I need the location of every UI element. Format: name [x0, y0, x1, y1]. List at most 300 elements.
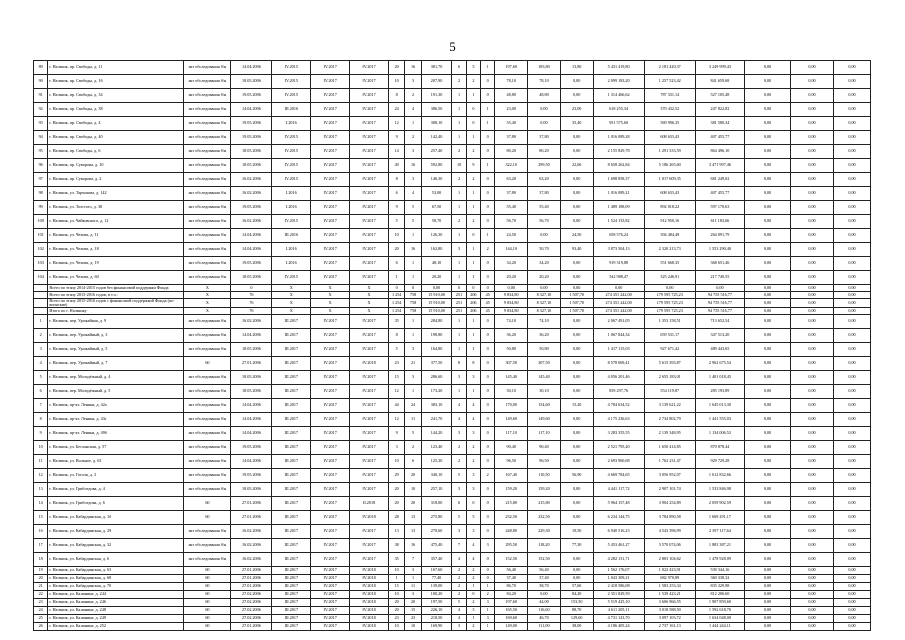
table-cell-c6: 20	[405, 497, 421, 511]
table-cell-c19: 0,00	[833, 271, 870, 285]
table-cell-c9: 1	[466, 257, 480, 271]
table-cell-c9: 206	[466, 292, 480, 299]
table-cell-c11: 322,10	[495, 159, 528, 173]
table-cell-c13: 0,00	[560, 371, 593, 385]
table-cell-c7: 67,50	[421, 201, 452, 215]
table-cell-c8: 1	[452, 131, 466, 145]
table-cell-c19: 0,00	[833, 553, 870, 567]
table-cell-basis: акт обследования б/н	[184, 271, 231, 285]
table-cell-c8: 2	[452, 567, 466, 575]
table-cell-c7: 167,60	[421, 567, 452, 575]
table-row	[34, 441, 871, 455]
table-cell-c13: 0,00	[560, 343, 593, 357]
table-cell-c19: 0,00	[833, 539, 870, 553]
table-cell-c12: 20,20	[528, 271, 561, 285]
table-cell-c1: 76	[231, 299, 272, 308]
table-row	[34, 615, 871, 623]
table-cell-c8: 5	[452, 599, 466, 607]
table-cell-c3: IV.2017	[311, 511, 350, 525]
table-cell-c16: 285 193,89	[695, 385, 744, 399]
table-cell-c17: 0,00	[744, 399, 790, 413]
table-row	[34, 385, 871, 399]
table-cell-c3: IV.2017	[311, 329, 350, 343]
table-cell-c13: 0,00	[560, 553, 593, 567]
table-cell-no: 12	[34, 469, 48, 483]
table-cell-c18: 0,00	[791, 539, 834, 553]
table-cell-addr: г. Нальчик, ул. Чехова, д. 18	[48, 243, 184, 257]
table-cell-c8: 2	[452, 75, 466, 89]
table-cell-c12: 50,80	[528, 343, 561, 357]
table-row	[34, 343, 871, 357]
table-cell-c6: 3	[405, 591, 421, 599]
table-cell-c12: 96,50	[528, 455, 561, 469]
table-cell-c9: 4	[466, 413, 480, 427]
table-cell-c18: 0,00	[791, 187, 834, 201]
table-cell-c7: 592,80	[421, 159, 452, 173]
table-cell-c16: 2 962 675,54	[695, 357, 744, 371]
table-cell-c3: IV.2017	[311, 575, 350, 583]
table-cell-c3: IV.2017	[311, 257, 350, 271]
table-cell-c4: IV.2017	[350, 553, 389, 567]
table-cell-no: 13	[34, 483, 48, 497]
table-row	[34, 308, 871, 315]
table-cell-basis: Х	[184, 285, 231, 292]
table-cell-c9: 2	[466, 575, 480, 583]
table-cell-c19: 0,00	[833, 285, 870, 292]
table-cell-c15: 2 181 420,37	[644, 61, 695, 75]
table-cell-c14: 2 067 491,05	[593, 315, 644, 329]
table-cell-c19: 0,00	[833, 292, 870, 299]
table-cell-c13: 0,00	[560, 455, 593, 469]
table-cell-c19: 0,00	[833, 413, 870, 427]
table-cell-c13: 0,00	[560, 257, 593, 271]
table-cell-c1: 18.05.2006	[231, 75, 272, 89]
table-cell-c8: 2	[452, 145, 466, 159]
table-cell-c8: 1	[452, 103, 466, 117]
table-cell-c11: 149,00	[495, 623, 528, 631]
table-cell-c9: 1	[466, 271, 480, 285]
table-cell-c10: 0	[481, 385, 495, 399]
table-cell-basis: акт обследования б/н	[184, 201, 231, 215]
table-cell-c18: 0,00	[791, 75, 834, 89]
table-cell-addr: г. Нальчик, пр. Свободы, д. 34	[48, 89, 184, 103]
table-cell-basis: 60	[184, 567, 231, 575]
table-cell-c14: 839 297,76	[593, 385, 644, 399]
table-cell-c5: 9	[389, 201, 405, 215]
table-cell-c15: 2 320 213,73	[644, 243, 695, 257]
table-cell-c15: 3 904 254,89	[644, 497, 695, 511]
table-cell-c12: 44,00	[528, 599, 561, 607]
table-cell-c18: 0,00	[791, 623, 834, 631]
table-cell-c18: 0,00	[791, 201, 834, 215]
table-cell-c10: 0	[481, 285, 495, 292]
table-cell-c15: 551 668,35	[644, 257, 695, 271]
table-cell-no: 20	[34, 575, 48, 583]
table-cell-basis: акт обследования б/н	[184, 343, 231, 357]
table-cell-c13: 0,00	[560, 75, 593, 89]
table-cell-c13: 38,00	[560, 623, 593, 631]
table-cell-c7: 377,50	[421, 357, 452, 371]
table-cell-c6: 1	[405, 257, 421, 271]
table-cell-c8: 2	[452, 583, 466, 591]
table-cell-basis: акт обследования б/н	[184, 469, 231, 483]
table-cell-no: 10	[34, 441, 48, 455]
table-cell-c15: 2 734 802,79	[644, 413, 695, 427]
table-cell-c11: 84,20	[495, 591, 528, 599]
table-cell-c15: 3 570 074,06	[644, 539, 695, 553]
table-cell-c6: 1	[405, 117, 421, 131]
table-cell-c5: 12	[389, 117, 405, 131]
table-cell-c10: 0	[481, 145, 495, 159]
table-cell-c12: 80,20	[528, 145, 561, 159]
table-cell-c2: III.2017	[272, 413, 311, 427]
table-cell-c4: IV.2017	[350, 413, 389, 427]
table-cell-c1: 19.05.2006	[231, 201, 272, 215]
table-cell-c2: IV.2015	[272, 75, 311, 89]
table-cell-c2: I.2016	[272, 187, 311, 201]
table-cell-c17: 0,00	[744, 292, 790, 299]
table-cell-basis: Х	[184, 292, 231, 299]
table-cell-c10: 1	[481, 103, 495, 117]
table-cell-c1: 14.04.2006	[231, 103, 272, 117]
table-cell-addr: г. Нальчик, пер. Молодёжный, д. 5	[48, 385, 184, 399]
table-cell-c13: 88,70	[560, 607, 593, 615]
table-cell-no: 6	[34, 385, 48, 399]
table-cell-c7: 357,40	[421, 553, 452, 567]
table-cell-c11: 74,10	[495, 315, 528, 329]
table-cell-c3: IV.2017	[311, 385, 350, 399]
table-cell-c17: 0,00	[744, 615, 790, 623]
table-cell-c8: 4	[452, 413, 466, 427]
table-cell-c14: 1 562 176,07	[593, 567, 644, 575]
table-cell-c11: 9 834,80	[495, 299, 528, 308]
table-cell-c9: 4	[466, 399, 480, 413]
table-cell-c16: 597 170,63	[695, 201, 744, 215]
table-cell-basis: акт обследования б/н	[184, 257, 231, 271]
table-cell-c6: 15	[405, 607, 421, 615]
table-cell-c10: 0	[481, 553, 495, 567]
table-cell-c3: IV.2017	[311, 455, 350, 469]
table-cell-c9: 2	[466, 455, 480, 469]
table-row	[34, 511, 871, 525]
table-cell-c6: 3	[405, 371, 421, 385]
table-row	[34, 497, 871, 511]
table-cell-addr: г. Нальчик, ул. Грибоедова, д. 4	[48, 483, 184, 497]
table-cell-c2: III.2016	[272, 103, 311, 117]
table-cell-c7: 257,40	[421, 145, 452, 159]
table-cell-no: 1	[34, 315, 48, 329]
table-row	[34, 567, 871, 575]
table-cell-c6: 21	[405, 357, 421, 371]
table-cell-c8: 1	[452, 257, 466, 271]
table-row	[34, 257, 871, 271]
table-cell-c6: 758	[405, 308, 421, 315]
table-cell-c19: 0,00	[833, 103, 870, 117]
table-cell-c12: 110,50	[528, 469, 561, 483]
table-cell-c16: 94 755 516,77	[695, 292, 744, 299]
table-cell-c9: 0	[466, 497, 480, 511]
table-cell-c1: 27.01.2006	[231, 575, 272, 583]
table-cell-c6: 4	[405, 187, 421, 201]
table-cell-c11: 232,50	[495, 511, 528, 525]
table-cell-c4: IV.2018	[350, 615, 389, 623]
table-cell-c9: 1	[466, 329, 480, 343]
table-cell-c17: 0,00	[744, 413, 790, 427]
table-cell-c7: 20,20	[421, 271, 452, 285]
table-cell-addr: г. Нальчик, пер. Молодёжный, д. 4	[48, 371, 184, 385]
table-cell-c16: 1 883 387,21	[695, 539, 744, 553]
table-cell-c2: III.2017	[272, 455, 311, 469]
table-cell-c14: 1 016 089,21	[593, 187, 644, 201]
table-cell-c19: 0,00	[833, 257, 870, 271]
table-cell-c5: 10	[389, 455, 405, 469]
table-cell-c2: III.2017	[272, 511, 311, 525]
table-cell-c1: 19.05.2006	[231, 441, 272, 455]
table-cell-addr: г. Нальчик, пр. Свободы, д. 38	[48, 103, 184, 117]
table-cell-c4: IV.2018	[350, 567, 389, 575]
table-cell-c5: 1 254	[389, 299, 405, 308]
table-cell-no: 23	[34, 599, 48, 607]
table-cell-c2: III.2017	[272, 483, 311, 497]
table-cell-c15: 2 803 104,62	[644, 553, 695, 567]
table-cell-c1: 16.02.2006	[231, 315, 272, 329]
table-cell-c16: 713 652,54	[695, 315, 744, 329]
table-cell-c10: 0	[481, 455, 495, 469]
table-cell-c6: 5	[405, 427, 421, 441]
table-cell-c13: 0,00	[560, 215, 593, 229]
table-cell-c9: 5	[466, 61, 480, 75]
table-cell-c6: 2	[405, 89, 421, 103]
table-cell-c10: 0	[481, 343, 495, 357]
table-cell-c19: 0,00	[833, 357, 870, 371]
table-cell-c12: 183,80	[528, 61, 561, 75]
table-cell-c5: 5	[389, 215, 405, 229]
table-cell-c7: 48,10	[421, 257, 452, 271]
table-cell-c17: 0,00	[744, 285, 790, 292]
table-cell-c11: 56,70	[495, 215, 528, 229]
table-cell-c12: 46,70	[528, 615, 561, 623]
table-cell-c11: 0,00	[495, 285, 528, 292]
table-cell-c14: 8 578 069,41	[593, 357, 644, 371]
table-cell-no: 2	[34, 329, 48, 343]
table-cell-c13: 0,00	[560, 357, 593, 371]
table-cell-c12: 232,50	[528, 511, 561, 525]
table-cell-c6: 13	[405, 525, 421, 539]
table-cell-c13: 0,00	[560, 271, 593, 285]
table-cell-c3: IV.2017	[311, 427, 350, 441]
table-cell-c12: 149,60	[528, 413, 561, 427]
table-cell-c15: 3 097 103,72	[644, 615, 695, 623]
table-cell-c13: 77,30	[560, 539, 593, 553]
table-cell-c7: 144,20	[421, 427, 452, 441]
table-cell-c7: 270,60	[421, 525, 452, 539]
table-cell-c5: 44	[389, 399, 405, 413]
table-cell-c8: 4	[452, 399, 466, 413]
table-cell-c1: 76	[231, 308, 272, 315]
table-cell-c14: 274 351 242,00	[593, 308, 644, 315]
table-cell-c9: 206	[466, 308, 480, 315]
table-cell-c18: 0,00	[791, 229, 834, 243]
table-cell-addr: г. Нальчик, ул. Гоголя, д. 3	[48, 469, 184, 483]
table-row	[34, 292, 871, 299]
table-cell-c8: 3	[452, 623, 466, 631]
table-cell-c1: 27.02.2006	[231, 615, 272, 623]
table-cell-basis: Х	[184, 299, 231, 308]
table-cell-c4: IV.2017	[350, 441, 389, 455]
table-cell-c4: IV.2017	[350, 201, 389, 215]
table-cell-basis: акт обследования б/н	[184, 117, 231, 131]
table-cell-c10: 2	[481, 243, 495, 257]
table-cell-c10: 0	[481, 575, 495, 583]
table-cell-addr: г. Нальчик, пр. Свободы, д. 40	[48, 131, 184, 145]
table-row	[34, 173, 871, 187]
table-cell-c13: 0,00	[560, 511, 593, 525]
table-cell-c19: 0,00	[833, 623, 870, 631]
table-cell-c1: 16.02.2006	[231, 215, 272, 229]
table-cell-c5: 20	[389, 607, 405, 615]
table-cell-c6: 16	[405, 61, 421, 75]
table-cell-c10: 0	[481, 215, 495, 229]
table-cell-c18: 0,00	[791, 271, 834, 285]
table-cell-c19: 0,00	[833, 229, 870, 243]
table-cell-c16: 3 249 999,43	[695, 61, 744, 75]
table-cell-c16: 1 634 048,00	[695, 615, 744, 623]
table-cell-c14: 2 155 829,78	[593, 145, 644, 159]
table-cell-c8: 251	[452, 299, 466, 308]
table-row	[34, 413, 871, 427]
table-cell-c19: 0,00	[833, 427, 870, 441]
table-cell-basis: акт обследования б/н	[184, 539, 231, 553]
table-cell-no: 93	[34, 117, 48, 131]
table-cell-c9: 3	[466, 371, 480, 385]
table-cell-c12: 78,10	[528, 75, 561, 89]
table-cell-no: 9	[34, 427, 48, 441]
table-cell-c11: 197,60	[495, 599, 528, 607]
table-cell-c4: Х	[350, 285, 389, 292]
table-cell-c14: 2 693 960,68	[593, 455, 644, 469]
table-cell-c10: 1	[481, 61, 495, 75]
table-cell-c3: IV.2017	[311, 315, 350, 329]
table-cell-c15: 659 531,17	[644, 329, 695, 343]
table-cell-c14: 4 056 201,46	[593, 371, 644, 385]
table-cell-c19: 0,00	[833, 343, 870, 357]
table-cell-c17: 0,00	[744, 553, 790, 567]
table-cell-c5: 8	[389, 329, 405, 343]
table-cell-c11: 117,10	[495, 427, 528, 441]
table-cell-c6: 16	[405, 159, 421, 173]
table-cell-c13: 0,00	[560, 173, 593, 187]
table-cell-c3: IV.2017	[311, 623, 350, 631]
table-cell-basis: акт обследования б/н	[184, 553, 231, 567]
table-cell-c6: 3	[405, 173, 421, 187]
table-cell-c12: 50,70	[528, 243, 561, 257]
table-cell-c11: 48,80	[495, 89, 528, 103]
table-cell-c4: IV.2017	[350, 257, 389, 271]
table-cell-c1: 18.05.2006	[231, 385, 272, 399]
table-cell-c1: 27.02.2006	[231, 599, 272, 607]
table-cell-c16: 368 651,46	[695, 257, 744, 271]
table-cell-c16: 870 878,44	[695, 441, 744, 455]
table-cell-c13: 0,00	[560, 427, 593, 441]
table-row	[34, 455, 871, 469]
table-cell-c7: 475,40	[421, 539, 452, 553]
table-cell-c10: 1	[481, 159, 495, 173]
table-cell-basis: акт обследования б/н	[184, 75, 231, 89]
table-cell-c5: 10	[389, 567, 405, 575]
table-cell-c11: 9 834,80	[495, 292, 528, 299]
table-cell-c18: 0,00	[791, 399, 834, 413]
table-cell-c14: 3 283 355,55	[593, 427, 644, 441]
table-cell-c17: 0,00	[744, 243, 790, 257]
table-cell-c4: IV.2017	[350, 117, 389, 131]
table-cell-c19: 0,00	[833, 525, 870, 539]
table-cell-c16: 1 592 618,70	[695, 607, 744, 615]
table-cell-c12: 0,00	[528, 591, 561, 599]
table-cell-c15: 179 595 725,23	[644, 308, 695, 315]
table-cell-c4: II.2018	[350, 497, 389, 511]
table-cell-c15: 608 633,43	[644, 187, 695, 201]
table-cell-c7: 383,10	[421, 399, 452, 413]
table-cell-c19: 0,00	[833, 497, 870, 511]
table-cell-c8: 1	[452, 117, 466, 131]
table-cell-c11: 35,40	[495, 117, 528, 131]
table-cell-c10: 1	[481, 117, 495, 131]
table-cell-c6: 758	[405, 292, 421, 299]
table-cell-c8: 10	[452, 159, 466, 173]
table-cell-c12: 0,00	[528, 117, 561, 131]
table-cell-c8: 3	[452, 483, 466, 497]
table-cell-c10: 0	[481, 329, 495, 343]
table-cell-c3: IV.2017	[311, 357, 350, 371]
table-cell-c14: 951 575,60	[593, 117, 644, 131]
table-cell-c11: 145,40	[495, 371, 528, 385]
table-cell-c10: 0	[481, 357, 495, 371]
table-cell-c3: IV.2017	[311, 131, 350, 145]
table-cell-c4: IV.2018	[350, 607, 389, 615]
table-cell-addr: г. Нальчик, ул. Чехова, д. 11	[48, 229, 184, 243]
table-cell-c1: 27.01.2006	[231, 583, 272, 591]
table-cell-c7: 77,40	[421, 575, 452, 583]
table-cell-c11: 37,80	[495, 131, 528, 145]
table-cell-c12: 37,40	[528, 575, 561, 583]
table-cell-c7: 207,90	[421, 75, 452, 89]
table-cell-c8: 6	[452, 497, 466, 511]
table-cell-c9: 3	[466, 607, 480, 615]
table-cell-c4: IV.2018	[350, 357, 389, 371]
table-cell-c13: 0,00	[560, 315, 593, 329]
table-cell-c1: 27.01.2006	[231, 623, 272, 631]
table-cell-c16: 1 612 832,66	[695, 469, 744, 483]
table-cell-c16: 681 249,02	[695, 173, 744, 187]
table-cell-c4: IV.2017	[350, 159, 389, 173]
table-cell-c19: 0,00	[833, 615, 870, 623]
table-cell-c6: 23	[405, 615, 421, 623]
table-cell-c11: 215,80	[495, 497, 528, 511]
table-cell-c14: 1 314 466,62	[593, 89, 644, 103]
table-cell-c17: 0,00	[744, 623, 790, 631]
table-cell-c12: 48,80	[528, 89, 561, 103]
table-cell-c4: IV.2018	[350, 623, 389, 631]
table-cell-basis: 60	[184, 497, 231, 511]
table-cell-c2: III.2017	[272, 343, 311, 357]
table-cell-c8: 4	[452, 615, 466, 623]
table-cell-c4: IV.2018	[350, 599, 389, 607]
table-cell-c9: 5	[466, 511, 480, 525]
table-cell-basis: 60	[184, 615, 231, 623]
table-cell-c14: 4 441 117,72	[593, 483, 644, 497]
table-cell-c6: 24	[405, 399, 421, 413]
table-cell-c15: 179 595 725,23	[644, 299, 695, 308]
